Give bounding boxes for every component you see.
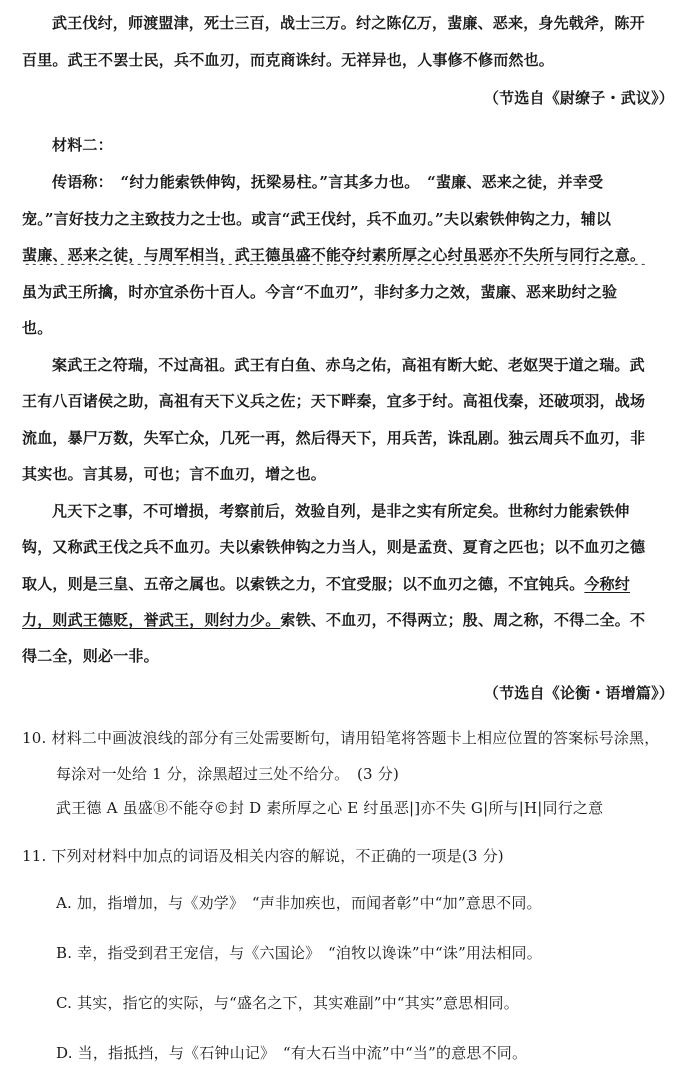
m2-p3-line-4-rest: 索铁、不血刃，不得两立；殷、周之称，不得二全。不 bbox=[280, 611, 646, 629]
m2-p3-line-4 bbox=[22, 610, 674, 630]
m2-p1-line-1: 传语称： “纣力能索铁伸钩，抚梁易柱。”言其多力也。 “蜚廉、恶来之徒，并幸受 bbox=[52, 173, 604, 191]
m2-p1-line-2: 宠。”言好技力之主致技力之士也。或言“武王伐纣，兵不血刃。”夫以索铁伸钩之力，辅以 bbox=[22, 210, 612, 228]
m2-p3-line-5: 得二全，则必一非。 bbox=[22, 647, 159, 665]
q10-line-2: 每涂对一处给 1 分，涂黑超过三处不给分。 (3 分) bbox=[56, 765, 399, 783]
q10-answer-sample: 武王德 A 虽盛Ⓑ不能夺©封 D 素所厚之心 E 纣虽恶|]亦不失 G|所与|H|同行之意 bbox=[56, 799, 604, 817]
underlined-text-a: 今称纣 bbox=[584, 575, 631, 593]
m2-p3-line-3 bbox=[22, 574, 674, 594]
m2-p2-line-3: 流血，暴尸万数，失军亡众，几死一再，然后得天下，用兵苦，诛乱剧。独云周兵不血刃，非 bbox=[22, 429, 646, 447]
material2-source: （节选自《论衡・语增篇》） bbox=[483, 684, 674, 702]
wavy-underlined-text: 蜚廉、恶来之徒，与周军相当，武王德虽盛不能夺纣素所厚之心纣虽恶亦不失所与同行之意。 bbox=[22, 246, 646, 264]
m2-p2-line-2: 王有八百诸侯之助，高祖有天下义兵之佐；天下畔秦，宜多于纣。高祖伐秦，还破项羽，战场 bbox=[22, 392, 646, 410]
m2-p3-line-1: 凡天下之事，不可增损，考察前后，效验自列，是非之实有所定矣。世称纣力能索铁伸 bbox=[52, 502, 630, 520]
q11-option-a: A. 加，指增加，与《劝学》 “声非加疾也，而闻者彰”中“加”意思不同。 bbox=[56, 894, 542, 912]
q11-option-d: D. 当，指抵挡，与《石钟山记》 “有大石当中流”中“当”的意思不同。 bbox=[56, 1044, 528, 1062]
m2-p2-line-1: 案武王之符瑞，不过高祖。武王有白鱼、赤乌之佑，高祖有断大蛇、老妪哭于道之瑞。武 bbox=[52, 356, 645, 374]
q11-stem: 11. 下列对材料中加点的词语及相关内容的解说，不正确的一项是(3 分) bbox=[22, 847, 504, 865]
m2-p3-line-2: 钩，又称武王伐之兵不血刃。夫以索铁伸钩之力当人，则是孟贲、夏育之匹也；以不血刃之德 bbox=[22, 538, 646, 556]
m2-p1-line-3 bbox=[22, 245, 674, 265]
q11-option-c: C. 其实，指它的实际，与“盛名之下，其实难副”中“其实”意思相同。 bbox=[56, 994, 519, 1012]
material1-line-1: 武王伐纣，师渡盟津，死士三百，战士三万。纣之陈亿万，蜚廉、恶来，身先戟斧，陈开 bbox=[52, 14, 645, 32]
m2-p1-line-5: 也。 bbox=[22, 319, 53, 337]
material1-source: （节选自《尉缭子・武议》） bbox=[483, 89, 674, 107]
m2-p3-line-3-text: 取人，则是三皇、五帝之属也。以索铁之力，不宜受服；以不血刃之德，不宜钝兵。 bbox=[22, 575, 585, 593]
m2-p1-line-4: 虽为武王所擒，时亦宜杀伤十百人。今言“不血刃”，非纣多力之效，蜚廉、恶来助纣之验 bbox=[22, 283, 618, 301]
q11-option-b: B. 幸，指受到君王宠信，与《六国论》 “洎牧以谗诛”中“诛”用法相同。 bbox=[56, 944, 542, 962]
material2-heading: 材料二： bbox=[52, 136, 113, 154]
q10-line-1: 10. 材料二中画波浪线的部分有三处需要断句，请用铅笔将答题卡上相应位置的答案标号涂黑， bbox=[22, 729, 660, 747]
underlined-text-b: 力，则武王德贬，誉武王，则纣力少。 bbox=[22, 611, 281, 629]
m2-p2-line-4: 其实也。言其易，可也；言不血刃，增之也。 bbox=[22, 465, 327, 483]
material1-line-2: 百里。武王不罢士民，兵不血刃，而克商诛纣。无祥异也，人事修不修而然也。 bbox=[22, 51, 555, 69]
